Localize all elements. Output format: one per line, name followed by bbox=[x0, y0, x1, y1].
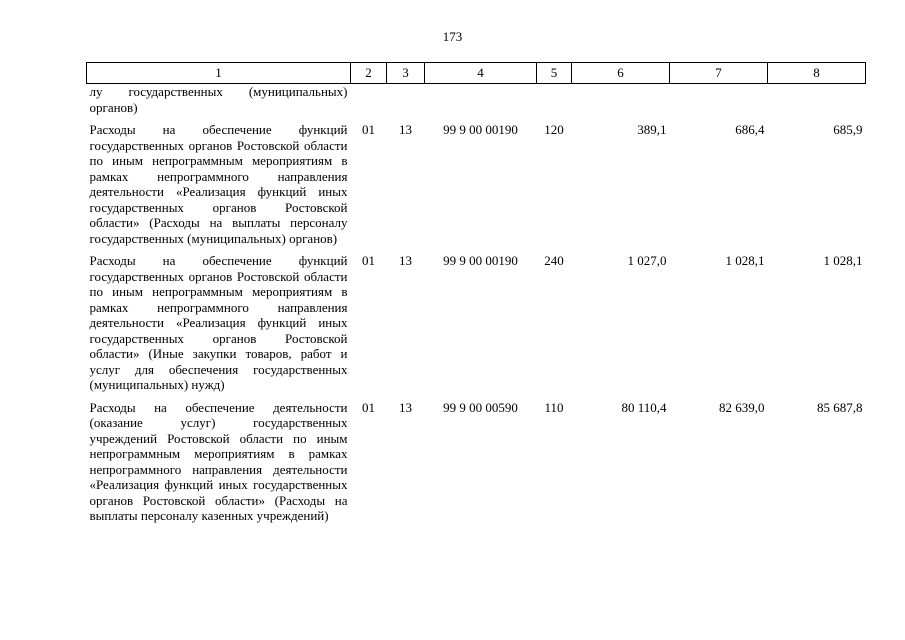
row-value-col7 bbox=[670, 84, 768, 123]
row-section: 01 bbox=[362, 122, 375, 137]
budget-table bbox=[86, 62, 866, 524]
header-col-6: 6 bbox=[572, 63, 670, 84]
header-col-7: 7 bbox=[670, 63, 768, 84]
row-description: Расходы на обеспечение функций государственных органов Ростовской области по иным непрограммным мероприятиям в рамках непрограммного направления деятельности «Реализация функций иных государственных органов Ростовской области» (Расходы на выплаты персоналу государственных (муниципальных) органов) bbox=[89, 122, 348, 246]
row-section: 01 bbox=[362, 399, 375, 415]
header-col-5: 5 bbox=[537, 63, 572, 84]
row-value-col8: 685,9 bbox=[833, 122, 863, 137]
row-value-col7: 1 028,1 bbox=[725, 253, 765, 268]
row-target-code: 99 9 00 00590 bbox=[443, 399, 518, 415]
header-col-8: 8 bbox=[768, 63, 866, 84]
row-value-col6 bbox=[572, 84, 670, 123]
row-description: Расходы на обеспечение деятельности (оказание услуг) государственных учреждений Ростовской области по иным непрограммным мероприятиям в рамках непрограммного направления деятельности «Реализация функций иных государственных органов Ростовской области» (Расходы на выплаты персоналу казенных учреждений) bbox=[89, 399, 348, 523]
row-subsection: 13 bbox=[399, 122, 412, 137]
header-col-3: 3 bbox=[387, 63, 425, 84]
row-section bbox=[351, 84, 387, 123]
row-value-col8: 1 028,1 bbox=[823, 253, 863, 268]
row-expense-type: 110 bbox=[544, 399, 564, 415]
row-section: 01 bbox=[362, 253, 375, 268]
header-col-1: 1 bbox=[87, 63, 351, 84]
row-value-col8: 85 687,8 bbox=[817, 399, 863, 415]
row-value-col6: 1 027,0 bbox=[627, 253, 667, 268]
row-subsection bbox=[387, 84, 425, 123]
row-target-code: 99 9 00 00190 bbox=[443, 122, 518, 137]
row-value-col7: 82 639,0 bbox=[719, 399, 765, 415]
page-number: 173 bbox=[442, 29, 463, 44]
table-row bbox=[87, 84, 866, 123]
row-description: лу государственных (муниципальных) органов) bbox=[89, 84, 348, 115]
row-target-code: 99 9 00 00190 bbox=[443, 253, 518, 268]
row-value-col6: 389,1 bbox=[637, 122, 667, 137]
table-row bbox=[87, 122, 866, 253]
row-value-col8 bbox=[768, 84, 866, 123]
row-subsection: 13 bbox=[399, 399, 412, 415]
row-subsection: 13 bbox=[399, 253, 412, 268]
table-row bbox=[87, 253, 866, 400]
row-target-code bbox=[425, 84, 537, 123]
row-value-col7: 686,4 bbox=[735, 122, 765, 137]
row-expense-type bbox=[537, 84, 572, 123]
table-row bbox=[87, 400, 866, 524]
row-expense-type: 120 bbox=[544, 122, 564, 137]
table-header-row bbox=[87, 63, 866, 84]
header-col-4: 4 bbox=[425, 63, 537, 84]
row-description: Расходы на обеспечение функций государственных органов Ростовской области по иным непрограммным мероприятиям в рамках непрограммного направления деятельности «Реализация функций иных государственных органов Ростовской области» (Иные закупки товаров, работ и услуг для обеспечения государственных (муниципальных) нужд) bbox=[89, 253, 348, 392]
row-expense-type: 240 bbox=[544, 253, 564, 268]
row-value-col6: 80 110,4 bbox=[621, 399, 667, 415]
header-col-2: 2 bbox=[351, 63, 387, 84]
